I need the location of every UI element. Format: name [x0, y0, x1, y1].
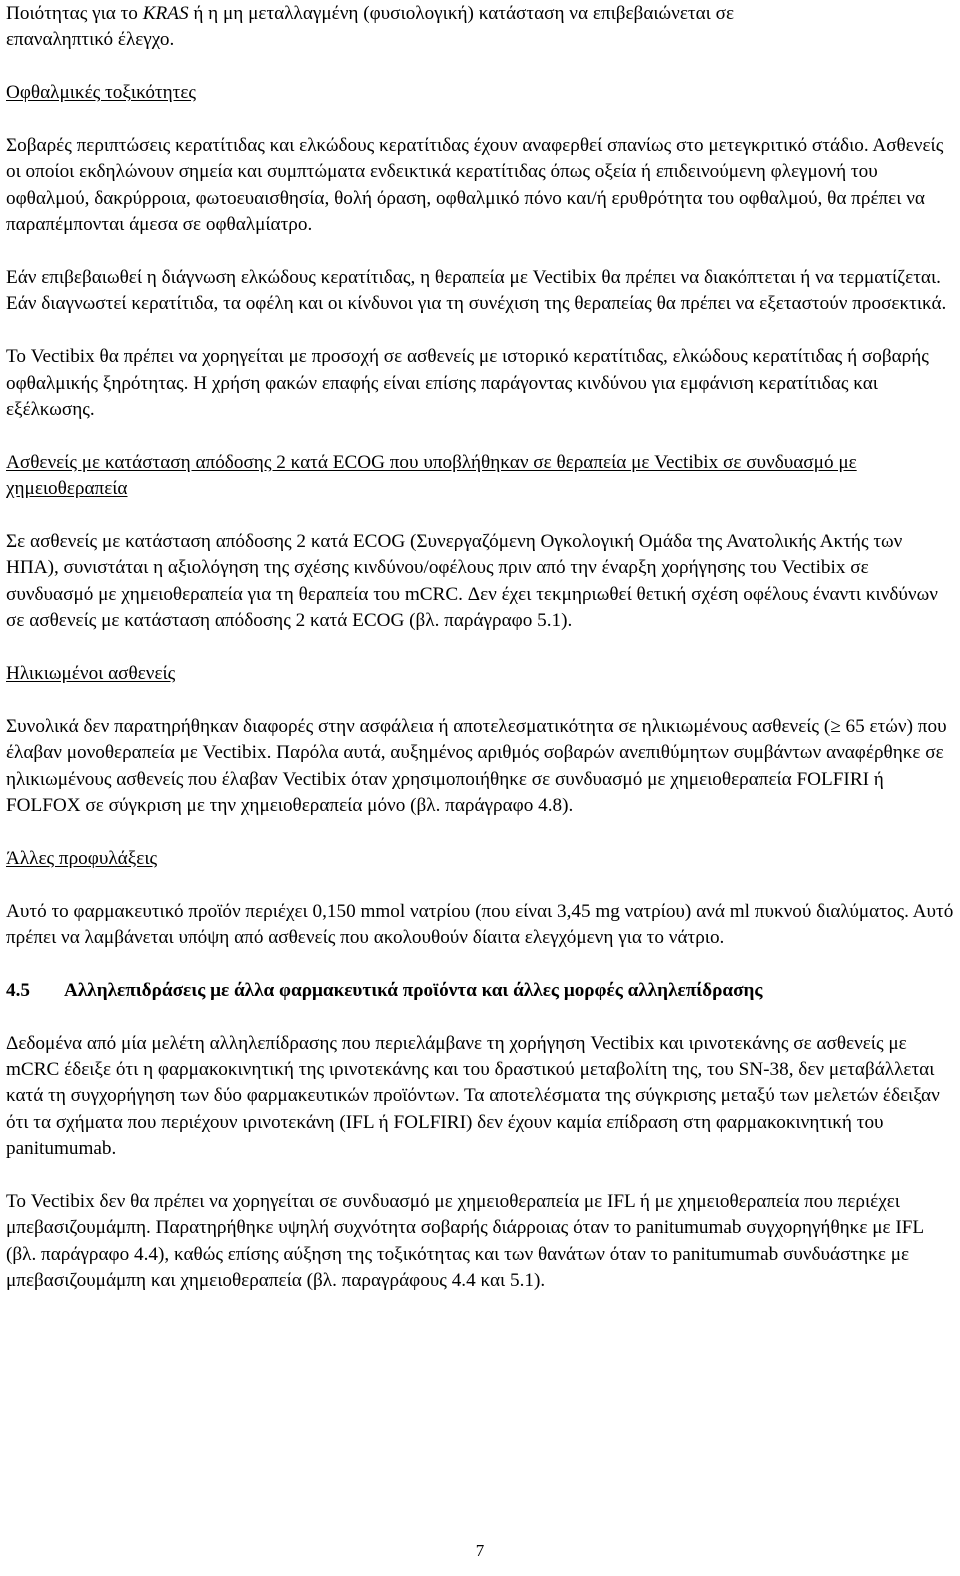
ecog-heading: Ασθενείς με κατάσταση απόδοσης 2 κατά ECOG που υποβλήθηκαν σε θεραπεία με Vectibix σε συνδυασμό με χημειοθεραπεία	[6, 451, 857, 500]
ocular-paragraph-1: Σοβαρές περιπτώσεις κερατίτιδας και ελκώδους κερατίτιδας έχουν αναφερθεί σπανίως στο μετεγκριτικό στάδιο. Ασθενείς οι οποίοι εκδηλώνουν σημεία και συμπτώματα ενδεικτικά κερατίτιδας όπως οξεία ή επιδεινούμενη φλεγμονή του οφθαλμού, δακρύρροια, φωτοευαισθησία, θολή όραση, οφθαλμικό πόνο και/ή ερυθρότητα του οφθαλμού, θα πρέπει να παραπέμπονται άμεσα σε οφθαλμίατρο.	[6, 135, 944, 236]
interactions-paragraph-2: Το Vectibix δεν θα πρέπει να χορηγείται σε συνδυασμό με χημειοθεραπεία με IFL ή με χημειοθεραπεία που περιέχει μπεβασιζουμάμπη. Παρατηρήθηκε υψηλή συχνότητα σοβαρής διάρροιας όταν το panitumumab συγχορηγήθηκε με IFL (βλ. παράγραφο 4.4), καθώς επίσης αύξηση της τοξικότητας και των θανάτων όταν το panitumumab συνδυάστηκε με μπεβασιζουμάμπη και χημειοθεραπεία (βλ. παραγράφους 4.4 και 5.1).	[6, 1191, 924, 1292]
page-number: 7	[475, 1541, 485, 1560]
elderly-paragraph: Συνολικά δεν παρατηρήθηκαν διαφορές στην ασφάλεια ή αποτελεσματικότητα σε ηλικιωμένους ασθενείς (≥ 65 ετών) που έλαβαν μονοθεραπεία με Vectibix. Παρόλα αυτά, αυξημένος αριθμός σοβαρών ανεπιθύμητων συμβάντων αναφέρθηκε σε ηλικιωμένους ασθενείς που έλαβαν Vectibix όταν χρησιμοποιήθηκε σε συνδυασμό με χημειοθεραπεία FOLFIRI ή FOLFOX σε σύγκριση με την χημειοθεραπεία μόνο (βλ. παράγραφο 4.8).	[6, 715, 947, 817]
interactions-paragraph-1: Δεδομένα από μία μελέτη αλληλεπίδρασης που περιελάμβανε τη χορήγηση Vectibix και ιρινοτεκάνης σε ασθενείς με mCRC έδειξε ότι η φαρμακοκινητική της ιρινοτεκάνης και του δραστικού μεταβολίτη της, του SN-38, δεν μεταβάλλεται κατά τη συγχορήγηση των δύο φαρμακευτικών προϊόντων. Τα αποτελέσματα της σύγκρισης μεταξύ των μελετών έδειξαν ότι τα σχήματα που περιέχουν ιρινοτεκάνη (IFL ή FOLFIRI) δεν έχουν καμία επίδραση στη φαρμακοκινητική του panitumumab.	[6, 1032, 940, 1160]
ocular-paragraph-3: Το Vectibix θα πρέπει να χορηγείται με προσοχή σε ασθενείς με ιστορικό κερατίτιδας, ελκώδους κερατίτιδας ή σοβαρής οφθαλμικής ξηρότητας. Η χρήση φακών επαφής είναι επίσης παράγοντας κινδύνου για εμφάνιση κερατίτιδας και εξέλκωσης.	[6, 346, 929, 421]
ocular-toxicity-heading: Οφθαλμικές τοξικότητες	[6, 82, 197, 104]
section-4-5-title	[6, 978, 956, 1004]
intro-paragraph	[6, 1, 956, 54]
intro-kras-italic: KRAS	[142, 3, 189, 24]
intro-line1-post: ή η μη μεταλλαγμένη (φυσιολογική) κατάσταση να επιβεβαιώνεται σε	[188, 3, 735, 24]
intro-line1-pre: Ποιότητας για το	[6, 3, 143, 24]
elderly-heading: Ηλικιωμένοι ασθενείς	[6, 663, 176, 685]
intro-line2: επαναληπτικό έλεγχο.	[6, 29, 175, 51]
section-number: 4.5	[6, 979, 30, 1001]
other-precautions-paragraph: Αυτό το φαρμακευτικό προϊόν περιέχει 0,150 mmol νατρίου (που είναι 3,45 mg νατρίου) ανά ml πυκνού διαλύματος. Αυτό πρέπει να λαμβάνεται υπόψη από ασθενείς που ακολουθούν δίαιτα ελεγχόμενη για το νάτριο.	[6, 900, 954, 949]
document-page	[6, 0, 956, 1295]
section-title-text: Αλληλεπιδράσεις με άλλα φαρμακευτικά προϊόντα και άλλες μορφές αλληλεπίδρασης	[64, 979, 763, 1001]
ocular-paragraph-2: Εάν επιβεβαιωθεί η διάγνωση ελκώδους κερατίτιδας, η θεραπεία με Vectibix θα πρέπει να διακόπτεται ή να τερματίζεται. Εάν διαγνωστεί κερατίτιδα, τα οφέλη και οι κίνδυνοι για τη συνέχιση της θεραπείας θα πρέπει να εξεταστούν προσεκτικά.	[6, 267, 947, 315]
other-precautions-heading: Άλλες προφυλάξεις	[6, 847, 158, 869]
ecog-paragraph: Σε ασθενείς με κατάσταση απόδοσης 2 κατά ECOG (Συνεργαζόμενη Ογκολογική Ομάδα της Ανατολικής Ακτής των ΗΠΑ), συνιστάται η αξιολόγηση της σχέσης κινδύνου/οφέλους πριν από την έναρξη χορήγησης του Vectibix σε συνδυασμό με χημειοθεραπεία για τη θεραπεία του mCRC. Δεν έχει τεκμηριωθεί θετική σχέση οφέλους έναντι κινδύνων σε ασθενείς με κατάσταση απόδοσης 2 κατά ECOG (βλ. παράγραφο 5.1).	[6, 531, 938, 632]
